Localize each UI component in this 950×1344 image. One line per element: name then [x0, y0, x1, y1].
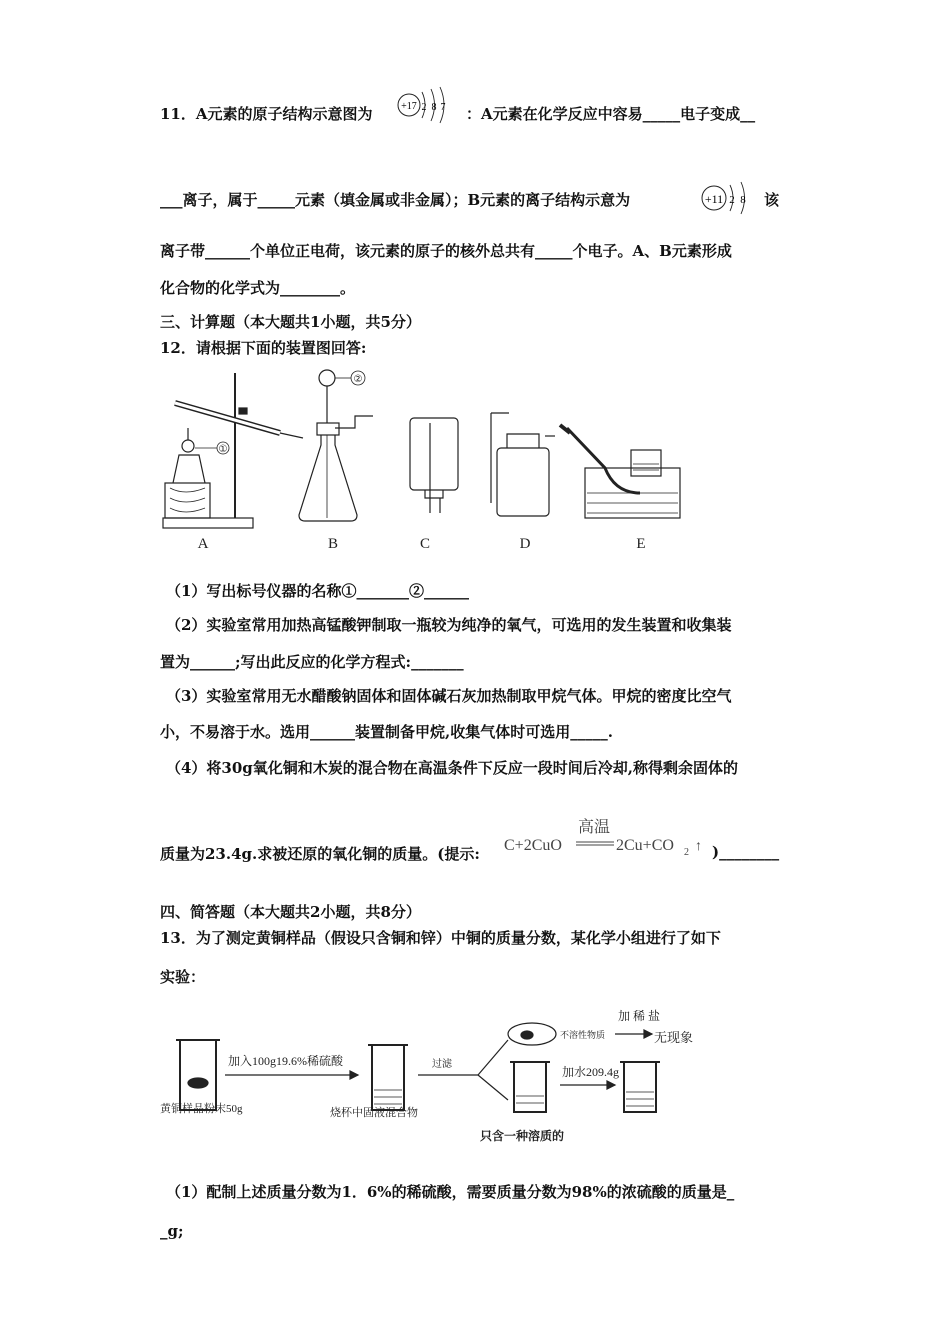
equation-condition: 高温 [577, 819, 611, 836]
section4-heading: 四、简答题（本大题共2小题，共8分） [160, 903, 421, 921]
q11-line1-part1: 11．A元素的原子结构示意图为 [160, 105, 373, 123]
equation-subscript: 2 [684, 847, 689, 858]
atom-a-diagram [396, 86, 461, 126]
atom-a-nucleus: +17 [401, 101, 417, 112]
q11-line3: 离子带______个单位正电荷，该元素的原子的核外总共有_____个电子。A、B元素形成 [160, 242, 732, 260]
ion-b-shell-2: 8 [740, 194, 746, 206]
q12-part2-line2: 置为______;写出此反应的化学方程式:_______ [160, 653, 464, 671]
add-dilute-label: 加 稀 盐 [618, 1009, 661, 1023]
q12-part2-line1: （2）实验室常用加热高锰酸钾制取一瓶较为纯净的氧气，可选用的发生装置和收集装 [166, 616, 732, 634]
no-change-label: 无现象 [654, 1030, 694, 1045]
add-acid-label: 加入100g19.6%稀硫酸 [228, 1054, 343, 1068]
ion-b-nucleus: +11 [704, 192, 724, 206]
label-a: A [197, 536, 209, 552]
q12-part1: （1）写出标号仪器的名称①_______②______ [166, 582, 469, 600]
q13-part1-line1: （1）配制上述质量分数为1．6%的稀硫酸，需要质量分数为98%的浓硫酸的质量是_ [166, 1183, 735, 1201]
q11-line4: 化合物的化学式为________。 [160, 279, 356, 297]
apparatus-diagram [155, 368, 695, 553]
apparatus-d [491, 413, 555, 516]
marker-2: ② [353, 374, 363, 385]
q12-part3-line2: 小，不易溶于水。选用______装置制备甲烷,收集气体时可选用_____. [160, 723, 613, 741]
q11-line1-part2: ：A元素在化学反应中容易_____电子变成__ [466, 105, 756, 123]
ion-b-shell-1: 2 [729, 194, 735, 206]
q12-part4-line2-a: 质量为23.4g.求被还原的氧化铜的质量。(提示: [160, 845, 480, 863]
q12-part4-line1: （4）将30g氧化铜和木炭的混合物在高温条件下反应一段时间后冷却,称得剩余固体的 [166, 759, 739, 777]
equation-left: C+2CuO [504, 837, 562, 854]
q13-part1-line2: _g; [160, 1222, 184, 1240]
section3-heading: 三、计算题（本大题共1小题，共5分） [160, 313, 421, 331]
q11-line2-part2: 该 [764, 191, 780, 209]
add-water-label: 加水209.4g [562, 1065, 620, 1079]
atom-a-shell-3: 7 [440, 102, 446, 113]
experiment-diagram [160, 1000, 720, 1145]
q13-line2: 实验： [160, 968, 206, 986]
atom-a-shell-1: 2 [421, 102, 427, 113]
q12-part3-line1: （3）实验室常用无水醋酸钠固体和固体碱石灰加热制取甲烷气体。甲烷的密度比空气 [166, 687, 732, 705]
one-solute-label: 只含一种溶质的 [480, 1129, 565, 1143]
equation-right: 2Cu+CO [616, 837, 674, 854]
filter-label: 过滤 [432, 1059, 452, 1070]
q12-stem: 12．请根据下面的装置图回答: [160, 339, 367, 357]
label-b: B [327, 536, 339, 552]
equation-arrow: ↑ [695, 839, 702, 854]
ion-b-diagram [700, 180, 760, 218]
insoluble-label: 不溶性物质 [560, 1030, 606, 1040]
q13-line1: 13．为了测定黄铜样品（假设只含铜和锌）中铜的质量分数，某化学小组进行了如下 [160, 929, 721, 947]
apparatus-c [410, 418, 458, 513]
mixture-label: 烧杯中固液混合物 [330, 1107, 418, 1119]
apparatus-b [299, 370, 373, 521]
label-e: E [636, 536, 646, 552]
sample-label: 黄铜样品粉末50g [160, 1103, 243, 1115]
q11-line2-part1: ___离子，属于_____元素（填金属或非金属）；B元素的离子结构示意为 [160, 191, 631, 209]
atom-a-shell-2: 8 [431, 102, 437, 113]
apparatus-a [163, 373, 303, 528]
reaction-equation [500, 812, 718, 862]
label-d: D [519, 536, 531, 552]
label-c: C [419, 536, 431, 552]
q12-part4-line2-b: )________ [712, 843, 780, 861]
marker-1: ① [218, 444, 228, 455]
apparatus-e [560, 425, 680, 518]
